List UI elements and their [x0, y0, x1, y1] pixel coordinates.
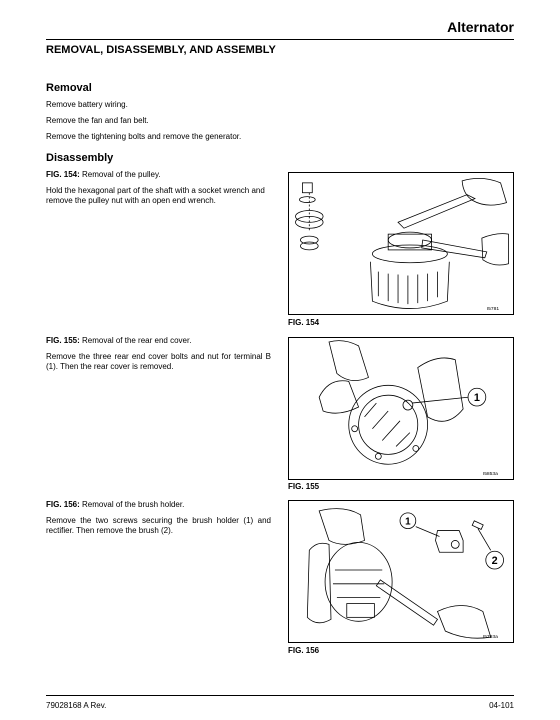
right-hand	[437, 606, 490, 639]
footer-divider	[46, 695, 514, 696]
fig156-caption: FIG. 156	[288, 646, 320, 655]
header-divider	[46, 39, 514, 40]
fig156-ref: FIG. 156:	[46, 500, 80, 509]
fig156-callout-1: 1	[405, 516, 411, 528]
nut-part	[302, 183, 312, 193]
alternator-body	[325, 542, 392, 621]
callout-leader-1	[412, 397, 469, 403]
terminal-b-nut	[403, 400, 413, 410]
washer-part	[299, 197, 315, 203]
brush	[472, 521, 483, 530]
fig155-code: I5853a	[482, 472, 498, 478]
removal-heading: Removal	[46, 82, 92, 94]
fig155-caption: FIG. 155	[288, 482, 320, 491]
fig156-code: I5793a	[482, 635, 498, 641]
lower-hand	[482, 234, 509, 265]
pulley-removal-drawing	[289, 173, 513, 314]
document-number: 79028168 A Rev.	[46, 701, 107, 710]
page-number: 04-101	[489, 701, 514, 710]
fig156-callout-2: 2	[491, 555, 498, 568]
removal-step-2: Remove the fan and fan belt.	[46, 116, 149, 125]
right-hand	[418, 358, 463, 421]
fig154-ref: FIG. 154:	[46, 170, 80, 179]
brush-holder	[436, 531, 464, 553]
fig156-title-line	[46, 500, 184, 510]
section-title: REMOVAL, DISASSEMBLY, AND ASSEMBLY	[46, 44, 276, 56]
rectifier	[347, 604, 375, 618]
removal-step-1: Remove battery wiring.	[46, 100, 128, 109]
fig154-instructions: Hold the hexagonal part of the shaft with a socket wrench and remove the pulley nut with an open end wrench.	[46, 186, 265, 205]
callout-leader-1	[416, 527, 440, 537]
fig155-ref: FIG. 155:	[46, 336, 80, 345]
upper-left-hand	[329, 341, 368, 381]
fig156-desc: Removal of the brush holder.	[82, 500, 185, 509]
brush-holder-removal-drawing	[289, 501, 513, 642]
fig155-title-line	[46, 336, 191, 346]
fig154-desc: Removal of the pulley.	[82, 170, 161, 179]
fig154-illustration	[288, 172, 514, 315]
fig156-illustration	[288, 500, 514, 643]
fig155-instructions: Remove the three rear end cover bolts and nut for terminal B (1). Then the rear cover is removed.	[46, 352, 271, 371]
disassembly-heading: Disassembly	[46, 152, 114, 164]
screwdriver	[376, 580, 437, 625]
fig154-caption: FIG. 154	[288, 318, 320, 327]
rear-cover-removal-drawing	[289, 338, 513, 479]
left-hand	[319, 509, 364, 545]
socket-wrench	[398, 195, 475, 229]
removal-step-3: Remove the tightening bolts and remove the generator.	[46, 132, 242, 141]
fig155-illustration	[288, 337, 514, 480]
fig156-instructions: Remove the two screws securing the brush holder (1) and rectifier. Then remove the brush (2).	[46, 516, 271, 535]
callout-leader-2	[478, 529, 491, 551]
fig154-code: I5781	[486, 307, 500, 313]
fig155-callout-1: 1	[473, 392, 480, 405]
alternator-rear-cover	[349, 385, 428, 464]
fig155-desc: Removal of the rear end cover.	[82, 336, 192, 345]
fig154-title-line	[46, 170, 161, 180]
page-header-title: Alternator	[447, 19, 514, 35]
